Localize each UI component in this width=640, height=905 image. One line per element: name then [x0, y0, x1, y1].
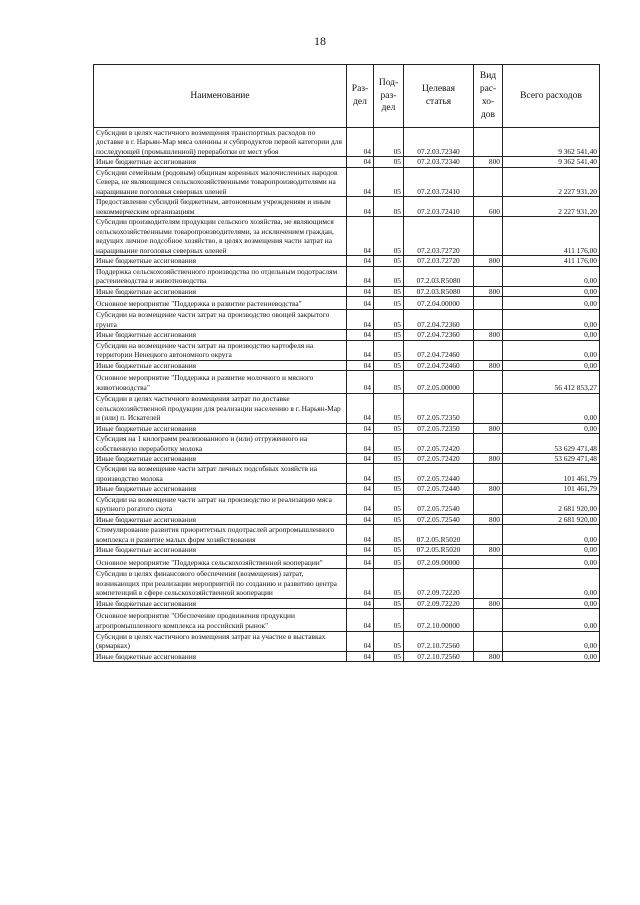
row-target: 07.2.09.72220: [404, 598, 474, 608]
row-total: 2 227 931,20: [503, 197, 600, 217]
row-section: 04: [347, 569, 374, 598]
row-target: 07.2.05.72440: [404, 464, 474, 484]
row-section: 04: [347, 631, 374, 651]
row-target: 07.2.04.00000: [404, 296, 474, 309]
table-row: [94, 360, 600, 370]
row-section: 04: [347, 651, 374, 661]
table-row: [94, 310, 600, 330]
row-type: 800: [474, 651, 503, 661]
row-name: Субсидии в целях частичного возмещения затрат на участие в выставках (ярмарках): [94, 631, 347, 651]
row-subsection: 05: [374, 555, 404, 568]
row-total: 2 681 920,00: [503, 514, 600, 524]
row-total: 0,00: [503, 423, 600, 433]
row-type: [474, 609, 503, 632]
row-name: Стимулирование развития приоритетных подотраслей агропромышленного комплекса и развитие малых форм хозяйствования: [94, 525, 347, 545]
row-target: 07.2.09.72220: [404, 569, 474, 598]
row-target: 07.2.04.72360: [404, 330, 474, 340]
row-total: 0,00: [503, 651, 600, 661]
row-subsection: 05: [374, 514, 404, 524]
row-type: 800: [474, 360, 503, 370]
row-target: 07.2.03.72340: [404, 128, 474, 157]
row-section: 04: [347, 256, 374, 266]
row-subsection: 05: [374, 128, 404, 157]
row-total: 0,00: [503, 266, 600, 286]
row-type: [474, 464, 503, 484]
row-type: 800: [474, 454, 503, 464]
row-subsection: 05: [374, 454, 404, 464]
row-total: 0,00: [503, 631, 600, 651]
row-total: 0,00: [503, 330, 600, 340]
table-row: [94, 330, 600, 340]
row-total: 9 362 541,40: [503, 157, 600, 167]
row-total: 411 176,00: [503, 256, 600, 266]
row-total: 9 362 541,40: [503, 128, 600, 157]
table-row: [94, 514, 600, 524]
row-type: [474, 434, 503, 454]
row-section: 04: [347, 286, 374, 296]
row-section: 04: [347, 394, 374, 423]
row-subsection: 05: [374, 545, 404, 555]
row-subsection: 05: [374, 651, 404, 661]
row-subsection: 05: [374, 256, 404, 266]
row-name: Иные бюджетные ассигнования: [94, 423, 347, 433]
row-type: 800: [474, 157, 503, 167]
row-section: 04: [347, 296, 374, 309]
row-subsection: 05: [374, 598, 404, 608]
row-subsection: 05: [374, 330, 404, 340]
row-type: [474, 494, 503, 514]
row-name: Иные бюджетные ассигнования: [94, 545, 347, 555]
row-type: 800: [474, 598, 503, 608]
row-subsection: 05: [374, 197, 404, 217]
row-subsection: 05: [374, 310, 404, 330]
row-section: 04: [347, 197, 374, 217]
header-type: Вид рас- хо- дов: [474, 65, 503, 128]
row-name: Субсидии в целях частичного возмещения транспортных расходов по доставке в г. Нарьян-Мар мяса оленины и субпродуктов первой категории для последующей (промышленной) переработки от мест убоя: [94, 128, 347, 157]
row-name: Иные бюджетные ассигнования: [94, 157, 347, 167]
row-section: 04: [347, 360, 374, 370]
row-name: Иные бюджетные ассигнования: [94, 286, 347, 296]
table-row: [94, 609, 600, 632]
row-section: 04: [347, 266, 374, 286]
row-total: 56 412 853,27: [503, 371, 600, 394]
row-section: 04: [347, 545, 374, 555]
row-subsection: 05: [374, 371, 404, 394]
table-row: [94, 394, 600, 423]
row-target: 07.2.03.72410: [404, 197, 474, 217]
row-subsection: 05: [374, 464, 404, 484]
row-section: 04: [347, 555, 374, 568]
row-subsection: 05: [374, 340, 404, 360]
row-name: Субсидии семейным (родовым) общинам коренных малочисленных народов Севера, не являющимся сельскохозяйственными товаропроизводителями на наращивание поголовья северных оленей: [94, 167, 347, 196]
row-section: 04: [347, 609, 374, 632]
row-name: Иные бюджетные ассигнования: [94, 360, 347, 370]
row-total: 0,00: [503, 569, 600, 598]
row-subsection: 05: [374, 484, 404, 494]
row-subsection: 05: [374, 217, 404, 256]
row-name: Субсидии в целях частичного возмещения затрат по доставке сельскохозяйственной продукции для реализации населению в г. Нарьян-Мар и (или) п. Искателей: [94, 394, 347, 423]
row-total: 0,00: [503, 296, 600, 309]
table-row: [94, 256, 600, 266]
row-name: Иные бюджетные ассигнования: [94, 484, 347, 494]
table-row: [94, 340, 600, 360]
table-header-row: [94, 65, 600, 128]
row-section: 04: [347, 434, 374, 454]
row-target: 07.2.04.72360: [404, 310, 474, 330]
row-section: 04: [347, 464, 374, 484]
row-target: 07.2.03.R5080: [404, 266, 474, 286]
row-total: 0,00: [503, 286, 600, 296]
table-row: [94, 371, 600, 394]
row-subsection: 05: [374, 631, 404, 651]
row-type: [474, 217, 503, 256]
table-row: [94, 598, 600, 608]
row-name: Основное мероприятие "Поддержка и развитие растениеводства": [94, 296, 347, 309]
row-section: 04: [347, 514, 374, 524]
row-total: 53 629 471,48: [503, 454, 600, 464]
row-section: 04: [347, 167, 374, 196]
row-type: 800: [474, 423, 503, 433]
table-row: [94, 157, 600, 167]
table-row: [94, 454, 600, 464]
header-subsection: Под- раз- дел: [374, 65, 404, 128]
row-name: Субсидии на возмещение части затрат личных подсобных хозяйств на производство молока: [94, 464, 347, 484]
row-subsection: 05: [374, 266, 404, 286]
row-target: 07.2.03.72720: [404, 217, 474, 256]
header-section: Раз- дел: [347, 65, 374, 128]
row-section: 04: [347, 217, 374, 256]
table-row: [94, 197, 600, 217]
row-name: Основное мероприятие "Обеспечение продвижения продукции агропромышленного комплекса на российский рынок": [94, 609, 347, 632]
row-target: 07.2.05.72440: [404, 484, 474, 494]
row-target: 07.2.10.72560: [404, 631, 474, 651]
row-section: 04: [347, 340, 374, 360]
row-subsection: 05: [374, 296, 404, 309]
row-target: 07.2.03.72410: [404, 167, 474, 196]
row-name: Субсидия на 1 килограмм реализованного и (или) отгруженного на собственную переработку молока: [94, 434, 347, 454]
row-total: 0,00: [503, 394, 600, 423]
row-subsection: 05: [374, 609, 404, 632]
row-target: 07.2.05.R5020: [404, 525, 474, 545]
table-row: [94, 464, 600, 484]
row-total: 2 227 931,20: [503, 167, 600, 196]
row-total: 101 461,79: [503, 464, 600, 484]
table-row: [94, 651, 600, 661]
row-name: Иные бюджетные ассигнования: [94, 651, 347, 661]
row-subsection: 05: [374, 569, 404, 598]
row-type: [474, 167, 503, 196]
row-type: 800: [474, 545, 503, 555]
row-name: Субсидии в целях финансового обеспечения (возмещения) затрат, возникающих при реализации мероприятий по созданию и развитию центра компетенций в сфере сельскохозяйственной кооперации: [94, 569, 347, 598]
page-number: 18: [314, 34, 326, 48]
row-name: Субсидии на возмещение части затрат на производство и реализацию мяса крупного рогатого скота: [94, 494, 347, 514]
row-name: Иные бюджетные ассигнования: [94, 598, 347, 608]
budget-table: [93, 64, 600, 662]
row-target: 07.2.10.00000: [404, 609, 474, 632]
row-type: [474, 310, 503, 330]
row-name: Субсидии на возмещение части затрат на производство овощей закрытого грунта: [94, 310, 347, 330]
row-total: 0,00: [503, 525, 600, 545]
row-subsection: 05: [374, 423, 404, 433]
row-subsection: 05: [374, 434, 404, 454]
table-row: [94, 217, 600, 256]
row-total: 53 629 471,48: [503, 434, 600, 454]
row-type: 800: [474, 286, 503, 296]
table-row: [94, 296, 600, 309]
header-total: Всего расходов: [503, 65, 600, 128]
table-row: [94, 545, 600, 555]
table-row: [94, 128, 600, 157]
row-type: [474, 296, 503, 309]
row-name: Предоставление субсидий бюджетным, автономным учреждениям и иным некоммерческим организациям: [94, 197, 347, 217]
table-row: [94, 555, 600, 568]
row-name: Основное мероприятие "Поддержка и развитие молочного и мясного животноводства": [94, 371, 347, 394]
row-target: 07.2.05.R5020: [404, 545, 474, 555]
table-row: [94, 484, 600, 494]
table-row: [94, 423, 600, 433]
row-target: 07.2.04.72460: [404, 360, 474, 370]
table-row: [94, 525, 600, 545]
row-type: [474, 371, 503, 394]
row-target: 07.2.10.72560: [404, 651, 474, 661]
row-section: 04: [347, 330, 374, 340]
row-total: 411 176,00: [503, 217, 600, 256]
row-total: 0,00: [503, 310, 600, 330]
row-subsection: 05: [374, 286, 404, 296]
table-row: [94, 494, 600, 514]
row-name: Иные бюджетные ассигнования: [94, 514, 347, 524]
header-target: Целевая статья: [404, 65, 474, 128]
row-name: Поддержка сельскохозяйственного производства по отдельным подотраслям растениеводства и животноводства: [94, 266, 347, 286]
row-type: [474, 394, 503, 423]
row-total: 0,00: [503, 555, 600, 568]
row-subsection: 05: [374, 394, 404, 423]
row-name: Основное мероприятие "Поддержка сельскохозяйственной кооперации": [94, 555, 347, 568]
row-section: 04: [347, 310, 374, 330]
row-target: 07.2.05.00000: [404, 371, 474, 394]
row-type: 600: [474, 197, 503, 217]
row-subsection: 05: [374, 494, 404, 514]
row-name: Иные бюджетные ассигнования: [94, 454, 347, 464]
row-total: 0,00: [503, 545, 600, 555]
row-type: 800: [474, 514, 503, 524]
row-target: 07.2.05.72420: [404, 454, 474, 464]
row-subsection: 05: [374, 167, 404, 196]
row-total: 0,00: [503, 598, 600, 608]
row-target: 07.2.05.72420: [404, 434, 474, 454]
row-name: Иные бюджетные ассигнования: [94, 256, 347, 266]
row-section: 04: [347, 157, 374, 167]
row-target: 07.2.03.R5080: [404, 286, 474, 296]
table-row: [94, 266, 600, 286]
row-section: 04: [347, 525, 374, 545]
row-total: 0,00: [503, 609, 600, 632]
row-target: 07.2.05.72350: [404, 394, 474, 423]
row-type: 800: [474, 256, 503, 266]
row-subsection: 05: [374, 157, 404, 167]
row-type: 800: [474, 484, 503, 494]
row-name: Иные бюджетные ассигнования: [94, 330, 347, 340]
row-target: 07.2.05.72350: [404, 423, 474, 433]
row-target: 07.2.05.72540: [404, 514, 474, 524]
row-type: [474, 525, 503, 545]
row-type: 800: [474, 330, 503, 340]
row-target: 07.2.03.72340: [404, 157, 474, 167]
row-subsection: 05: [374, 360, 404, 370]
table-row: [94, 167, 600, 196]
row-type: [474, 128, 503, 157]
row-type: [474, 340, 503, 360]
row-section: 04: [347, 598, 374, 608]
row-name: Субсидии производителям продукции сельского хозяйства, не являющимся сельскохозяйственными товаропроизводителями, за исключением граждан, ведущих личное подсобное хозяйство, в целях возмещения части затрат на наращивание поголовья северных оленей: [94, 217, 347, 256]
row-section: 04: [347, 371, 374, 394]
row-section: 04: [347, 454, 374, 464]
row-total: 0,00: [503, 360, 600, 370]
row-section: 04: [347, 128, 374, 157]
row-type: [474, 266, 503, 286]
row-total: 101 461,79: [503, 484, 600, 494]
row-name: Субсидии на возмещение части затрат на производство картофеля на территории Ненецкого автономного округа: [94, 340, 347, 360]
row-type: [474, 631, 503, 651]
row-section: 04: [347, 423, 374, 433]
row-type: [474, 555, 503, 568]
row-total: 2 681 920,00: [503, 494, 600, 514]
table-row: [94, 569, 600, 598]
row-subsection: 05: [374, 525, 404, 545]
row-target: 07.2.04.72460: [404, 340, 474, 360]
table-row: [94, 286, 600, 296]
row-target: 07.2.03.72720: [404, 256, 474, 266]
row-total: 0,00: [503, 340, 600, 360]
row-type: [474, 569, 503, 598]
row-section: 04: [347, 494, 374, 514]
header-name: Наименование: [94, 65, 347, 128]
row-target: 07.2.05.72540: [404, 494, 474, 514]
table-row: [94, 631, 600, 651]
table-row: [94, 434, 600, 454]
row-target: 07.2.09.00000: [404, 555, 474, 568]
row-section: 04: [347, 484, 374, 494]
